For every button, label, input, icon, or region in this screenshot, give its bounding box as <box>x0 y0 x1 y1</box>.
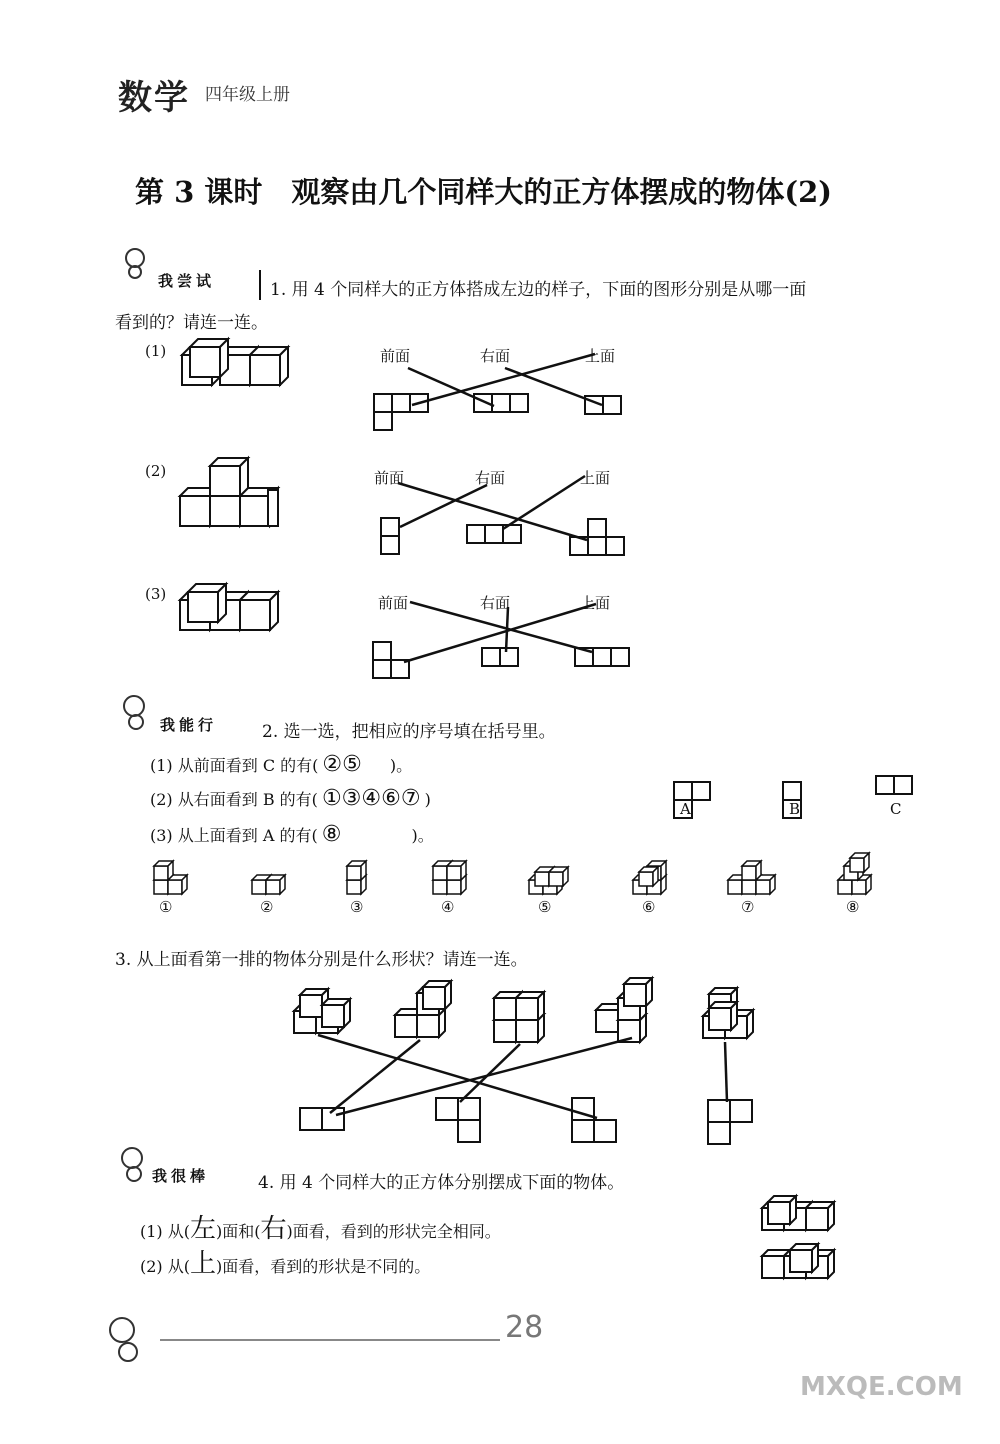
q2-shape-c <box>876 776 912 794</box>
object-label: ① <box>159 898 173 916</box>
q2-answer-2: ①③④⑥⑦ <box>321 786 421 811</box>
object-label: ⑧ <box>846 898 860 916</box>
page-title: 第 3 课时 观察由几个同样大的正方体摆成的物体(2) <box>135 175 832 209</box>
object-label: ③ <box>350 898 364 916</box>
q1-object-3 <box>180 584 278 630</box>
watermark: MXQE.COM <box>800 1372 963 1402</box>
q2-line-2 <box>150 786 431 811</box>
q4-answer-3: 上 <box>190 1249 217 1279</box>
object-label: ⑤ <box>538 898 552 916</box>
object-label: ④ <box>441 898 455 916</box>
q1-views-3 <box>373 602 629 678</box>
q2-objects <box>154 853 871 894</box>
view-label-front: 前面 <box>378 594 409 612</box>
view-label-right: 右面 <box>475 469 506 487</box>
q3-text: 3. 从上面看第一排的物体分别是什么形状？请连一连。 <box>115 950 528 970</box>
view-label-front: 前面 <box>374 469 405 487</box>
q4-line-middle: )面和( <box>216 1222 261 1241</box>
q4-answer-2: 右 <box>260 1214 287 1244</box>
object-label: ⑦ <box>741 898 755 916</box>
q3-shapes <box>300 1098 752 1144</box>
q2-line-suffix: )。 <box>411 826 434 845</box>
q4-answer-1: 左 <box>190 1214 217 1244</box>
q1-text-line2: 看到的？请连一连。 <box>115 313 268 333</box>
shape-label-b: B <box>789 800 801 818</box>
q2-line-prefix: (2) 从右面看到 B 的有( <box>150 790 318 809</box>
q2-answer-3: ⑧ <box>321 822 342 847</box>
q3-connection-lines <box>318 1035 727 1118</box>
q2-answer-1: ②⑤ <box>322 752 362 777</box>
view-label-front: 前面 <box>380 347 411 365</box>
q1-text-line1: 1. 用 4 个同样大的正方体搭成左边的样子，下面的图形分别是从哪一面 <box>270 280 807 300</box>
q2-line-suffix: )。 <box>389 756 413 775</box>
q2-line-prefix: (3) 从上面看到 A 的有( <box>150 826 318 845</box>
q1-item-number: (1) <box>145 342 167 360</box>
q2-text: 2. 选一选，把相应的序号填在括号里。 <box>262 722 556 742</box>
q1-item-number: (2) <box>145 462 167 480</box>
q3-objects <box>294 978 753 1042</box>
view-label-right: 右面 <box>480 594 511 612</box>
q4-line-1 <box>140 1208 501 1245</box>
q2-line-prefix: (1) 从前面看到 C 的有( <box>150 756 319 775</box>
subject-title: 数学 <box>118 78 190 118</box>
q1-object-1 <box>182 339 288 385</box>
page-number: 28 <box>505 1310 544 1345</box>
q2-line-suffix: ) <box>424 790 431 809</box>
view-label-top: 上面 <box>585 347 616 365</box>
view-label-right: 右面 <box>480 347 511 365</box>
q4-line-prefix: (1) 从( <box>140 1222 190 1241</box>
q4-objects <box>762 1196 834 1278</box>
q2-line-3 <box>150 822 434 847</box>
q4-line-suffix: )面看，看到的形状完全相同。 <box>286 1222 501 1241</box>
shape-label-a: A <box>680 800 691 818</box>
grade-label: 四年级上册 <box>205 85 290 105</box>
q1-item-number: (3) <box>145 585 167 603</box>
badge-try: 我尝试 <box>158 272 216 290</box>
q4-text: 4. 用 4 个同样大的正方体分别摆成下面的物体。 <box>258 1173 625 1193</box>
shape-label-c: C <box>890 800 902 818</box>
view-label-top: 上面 <box>580 469 611 487</box>
object-label: ② <box>260 898 274 916</box>
q4-line-prefix: (2) 从( <box>140 1257 190 1276</box>
object-label: ⑥ <box>642 898 656 916</box>
badge-great: 我很棒 <box>152 1167 210 1185</box>
q2-line-1 <box>150 752 412 777</box>
badge-can-do: 我能行 <box>160 716 218 734</box>
q4-line-suffix: )面看，看到的形状是不同的。 <box>216 1257 431 1276</box>
mascot-icon <box>110 249 144 1361</box>
q4-line-2 <box>140 1243 430 1280</box>
q1-object-2 <box>180 458 278 526</box>
view-label-top: 上面 <box>580 594 611 612</box>
